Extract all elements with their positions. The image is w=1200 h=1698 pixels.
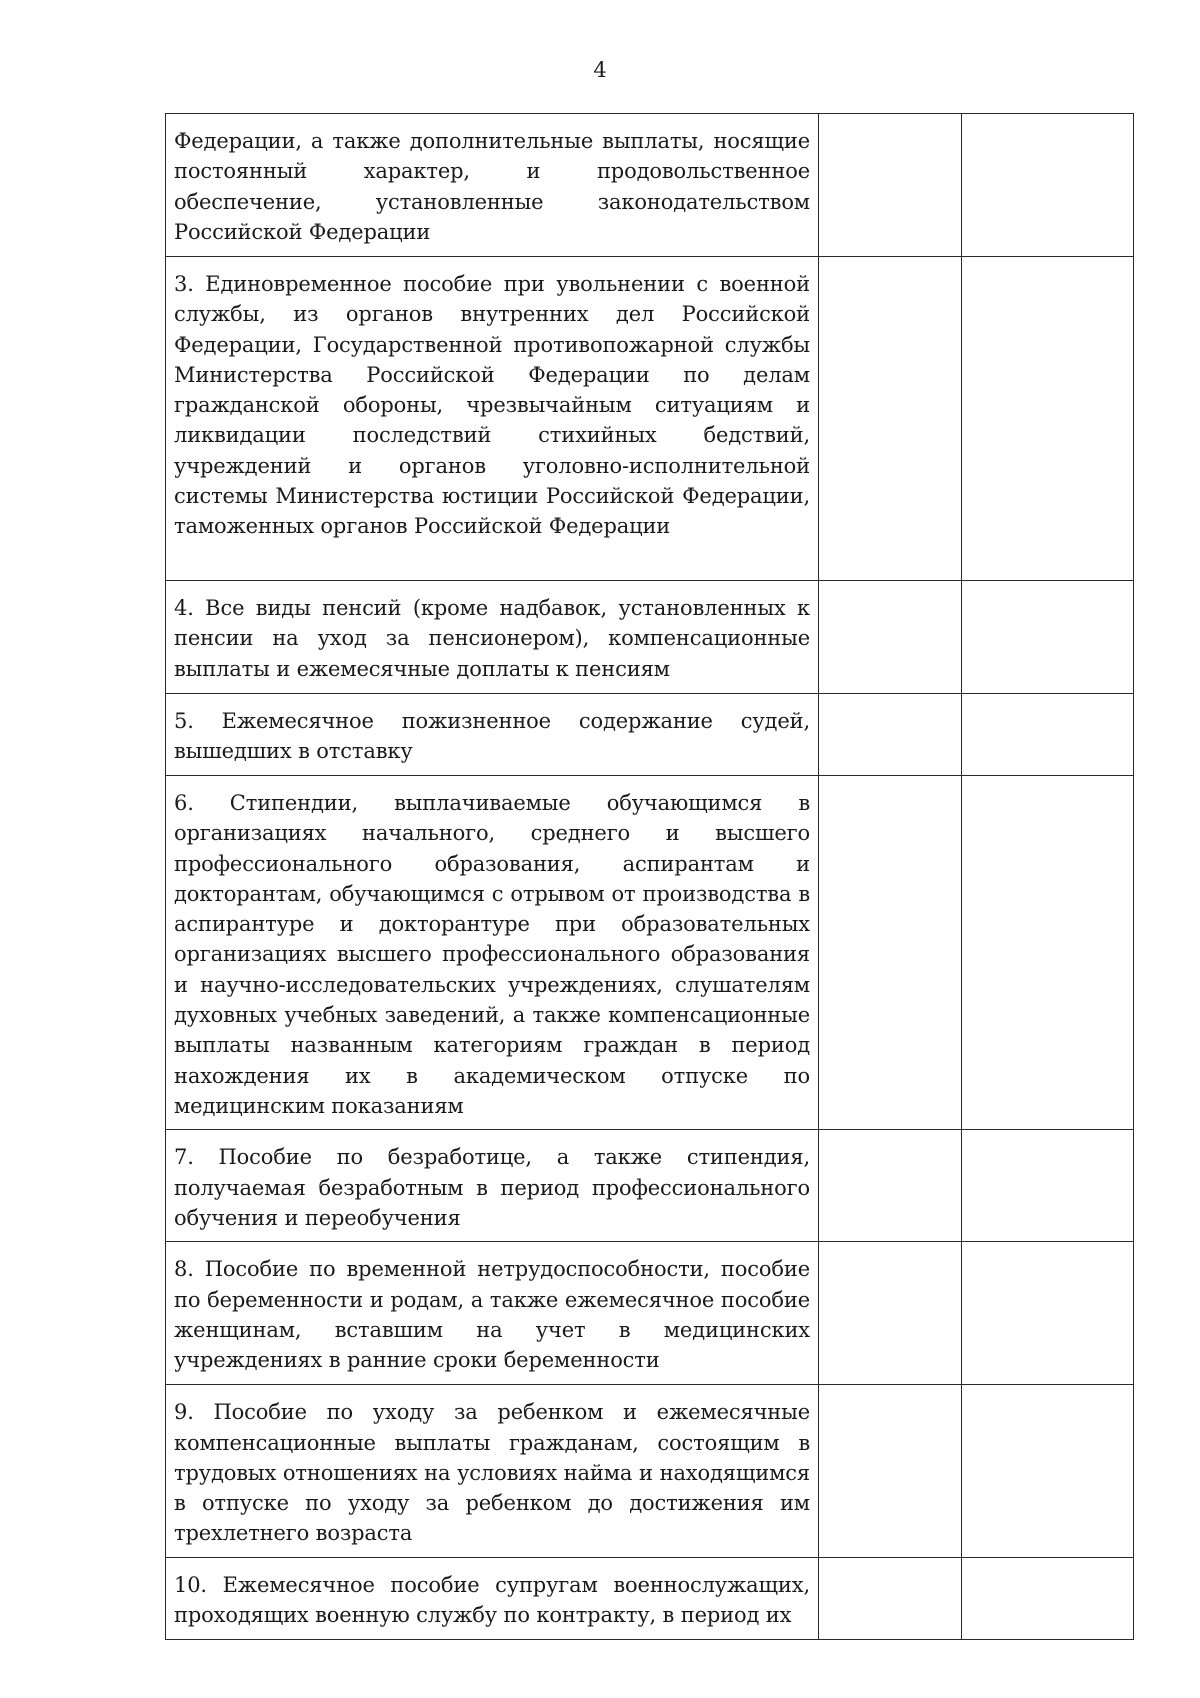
row-text-cell	[166, 114, 819, 257]
value-cell-2	[962, 114, 1134, 257]
value-cell-2	[962, 257, 1134, 581]
table-row	[166, 776, 1134, 1130]
row-text: 5. Ежемесячное пожизненное содержание судей, вышедших в отставку	[174, 709, 810, 764]
row-text: 8. Пособие по временной нетрудоспособности, пособие по беременности и родам, а также ежемесячное пособие женщинам, вставшим на учет в медицинских учреждениях в ранние сроки беременности	[174, 1257, 810, 1373]
row-text: 9. Пособие по уходу за ребенком и ежемесячные компенсационные выплаты гражданам, состоящим в трудовых отношениях на условиях найма и находящимся в отпуске по уходу за ребенком до достижения им трехлетнего возраста	[174, 1400, 810, 1546]
value-cell-2	[962, 776, 1134, 1130]
value-cell-2	[962, 581, 1134, 694]
table-row	[166, 114, 1134, 257]
value-cell-2	[962, 694, 1134, 776]
page-number: 4	[593, 58, 607, 82]
table-row	[166, 1385, 1134, 1557]
value-cell-1	[819, 694, 962, 776]
value-cell-2	[962, 1242, 1134, 1385]
income-table	[165, 113, 1134, 1640]
row-text: 6. Стипендии, выплачиваемые обучающимся в организациях начального, среднего и высшего профессионального образования, аспирантам и докторантам, обучающимся с отрывом от производства в аспирантуре и докторантуре при образовательных организациях высшего профессионального образования и научно-исследовательских учреждениях, слушателям духовных учебных заведений, а также компенсационные выплаты названным категориям граждан в период нахождения их в академическом отпуске по медицинским показаниям	[174, 791, 810, 1118]
row-text: 10. Ежемесячное пособие супругам военнослужащих, проходящих военную службу по контракту, в период их	[174, 1572, 810, 1628]
row-text-cell	[166, 1385, 819, 1557]
table-row	[166, 581, 1134, 694]
row-text-cell	[166, 1557, 819, 1639]
row-text: 4. Все виды пенсий (кроме надбавок, установленных к пенсии на уход за пенсионером), компенсационные выплаты и ежемесячные доплаты к пенсиям	[174, 596, 810, 681]
table-row	[166, 694, 1134, 776]
row-text-cell	[166, 581, 819, 694]
row-text: 7. Пособие по безработице, а также стипендия, получаемая безработным в период профессионального обучения и переобучения	[174, 1145, 810, 1230]
value-cell-1	[819, 1385, 962, 1557]
table-row	[166, 1242, 1134, 1385]
table-row	[166, 1130, 1134, 1242]
row-text: Федерации, а также дополнительные выплаты, носящие постоянный характер, и продовольственное обеспечение, установленные законодательством Российской Федерации	[174, 129, 810, 244]
value-cell-1	[819, 581, 962, 694]
row-text-cell	[166, 257, 819, 581]
value-cell-2	[962, 1557, 1134, 1639]
value-cell-2	[962, 1130, 1134, 1242]
value-cell-1	[819, 1130, 962, 1242]
row-text-cell	[166, 776, 819, 1130]
row-text: 3. Единовременное пособие при увольнении с военной службы, из органов внутренних дел Российской Федерации, Государственной противопожарной службы Министерства Российской Федерации по делам гражданской обороны, чрезвычайным ситуациям и ликвидации последствий стихийных бедствий, учреждений и органов уголовно-исполнительной системы Министерства юстиции Российской Федерации, таможенных органов Российской Федерации	[174, 272, 810, 539]
row-text-cell	[166, 1242, 819, 1385]
value-cell-2	[962, 1385, 1134, 1557]
row-text-cell	[166, 694, 819, 776]
row-text-cell	[166, 1130, 819, 1242]
value-cell-1	[819, 257, 962, 581]
value-cell-1	[819, 776, 962, 1130]
value-cell-1	[819, 114, 962, 257]
table-row	[166, 1557, 1134, 1639]
table-row	[166, 257, 1134, 581]
value-cell-1	[819, 1557, 962, 1639]
value-cell-1	[819, 1242, 962, 1385]
